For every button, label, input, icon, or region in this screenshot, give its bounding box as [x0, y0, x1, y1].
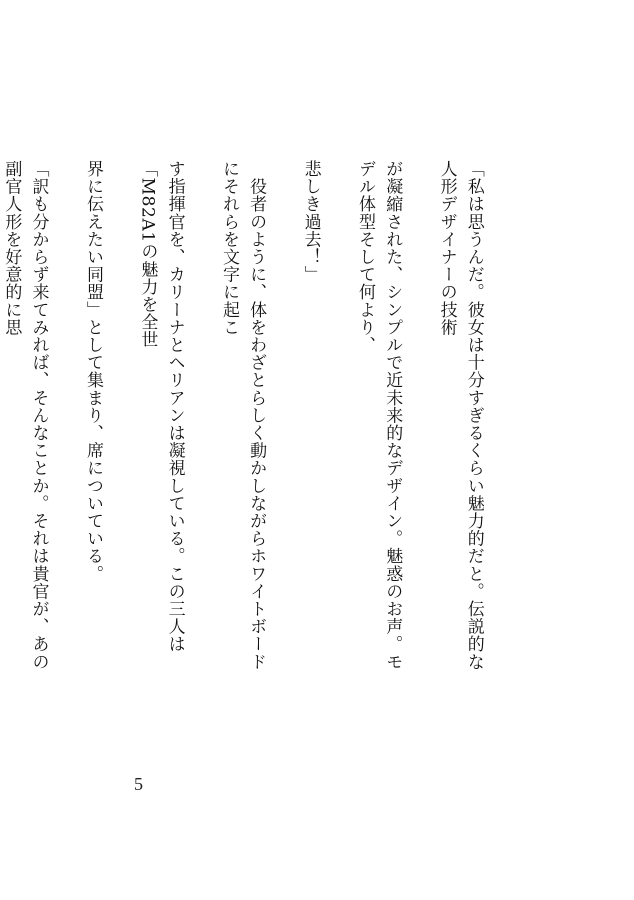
vertical-body-text [0, 160, 514, 680]
text-line: 役者のように、体をわざとらしく動かしながらホワイトボードにそれらを文字に起こ [218, 160, 267, 671]
text-line: が凝縮された、シンプルで近未来的なデザイン。魅惑のお声。モデル体型そして何より、 [354, 160, 403, 671]
text-line: 界に伝えたい同盟」として集まり、席についている。 [82, 160, 103, 583]
page-number: 5 [134, 774, 143, 794]
text-line: 悲しき過去！」 [300, 160, 321, 284]
text-line: 「私は思うんだ。彼女は十分すぎるくらい魅力的だと。伝説的な人形デザイナーの技術 [436, 160, 484, 671]
text-line: 「訳も分からず来てみれば、そんなことか。それは貴官が、あの副官人形を好意的に思 [1, 160, 49, 671]
text-line: す指揮官を、カリーナとヘリアンは凝視している。この三人は「M82A1の魅力を全世 [137, 160, 185, 653]
